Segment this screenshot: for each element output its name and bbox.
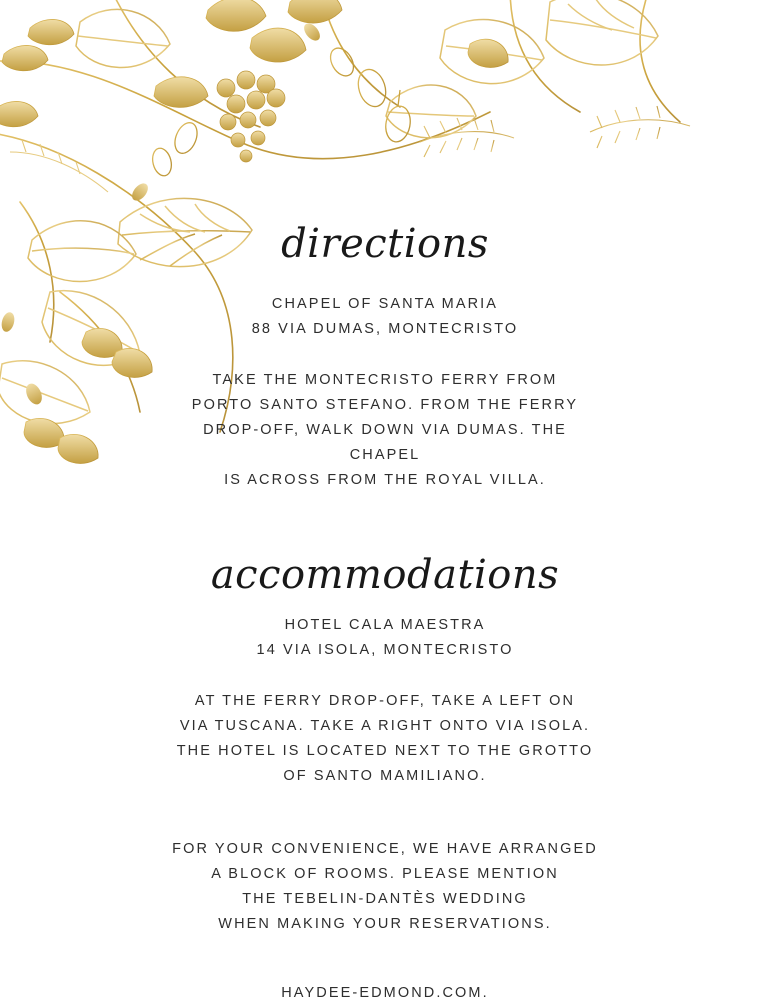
- section-spacer: [170, 515, 600, 553]
- directions-instructions-line-1: TAKE THE MONTECRISTO FERRY FROM: [212, 372, 558, 388]
- directions-heading: directions: [281, 221, 489, 267]
- accommodations-instructions-line-4: OF SANTO MAMILIANO.: [283, 768, 487, 784]
- accommodations-note: [170, 837, 600, 937]
- directions-venue: [170, 292, 600, 342]
- accommodations-note-line-2: A BLOCK OF ROOMS. PLEASE MENTION: [211, 866, 559, 882]
- accommodations-note-line-1: FOR YOUR CONVENIENCE, WE HAVE ARRANGED: [172, 841, 598, 857]
- directions-instructions-line-2: PORTO SANTO STEFANO. FROM THE FERRY: [191, 397, 579, 413]
- accommodations-note-line-4: WHEN MAKING YOUR RESERVATIONS.: [218, 916, 552, 932]
- heading-spacer: [170, 597, 600, 613]
- accommodations-heading: accommodations: [210, 552, 560, 598]
- accommodations-note-line-3: THE TEBELIN-DANTÈS WEDDING: [242, 891, 528, 907]
- accommodations-instructions-line-2: VIA TUSCANA. TAKE A RIGHT ONTO VIA ISOLA.: [179, 718, 591, 734]
- directions-instructions-line-3: DROP-OFF, WALK DOWN VIA DUMAS. THE CHAPEL: [203, 422, 567, 463]
- accommodations-venue: [170, 613, 600, 663]
- accommodations-instructions: [170, 689, 600, 789]
- accommodations-instructions-line-1: AT THE FERRY DROP-OFF, TAKE A LEFT ON: [194, 693, 576, 709]
- website-spacer: [170, 959, 600, 985]
- directions-venue-line-2: 88 VIA DUMAS, MONTECRISTO: [251, 321, 519, 337]
- accommodations-venue-line-2: 14 VIA ISOLA, MONTECRISTO: [256, 642, 514, 658]
- accommodations-instructions-line-3: THE HOTEL IS LOCATED NEXT TO THE GROTTO: [176, 743, 594, 759]
- directions-instructions-line-4: IS ACROSS FROM THE ROYAL VILLA.: [224, 472, 546, 488]
- note-spacer: [170, 811, 600, 837]
- website-url: HAYDEE-EDMOND.COM.: [281, 985, 489, 1001]
- accommodations-venue-line-1: HOTEL CALA MAESTRA: [284, 617, 486, 633]
- directions-instructions: [170, 368, 600, 493]
- directions-venue-line-1: CHAPEL OF SANTA MARIA: [271, 296, 499, 312]
- card-content: [170, 222, 600, 1001]
